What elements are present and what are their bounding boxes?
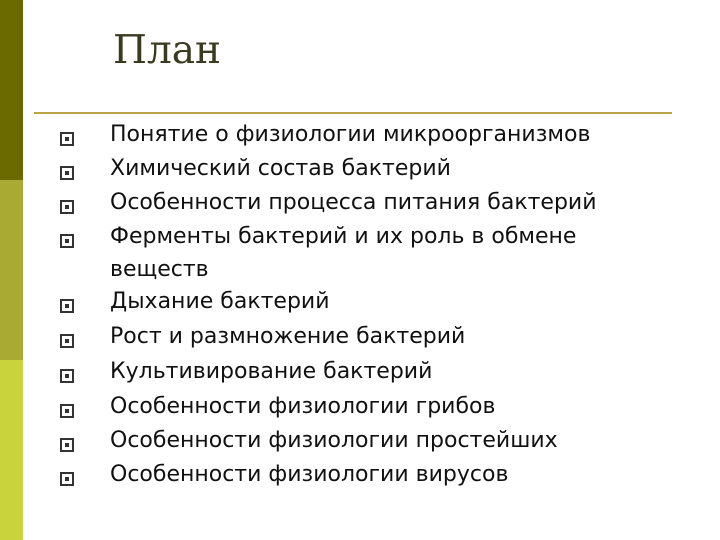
square-bullet-icon [60,404,74,418]
plan-item-text: Особенности физиологии вирусов [110,462,509,487]
plan-item-text: Ферменты бактерий и их роль в обмене веществ [110,224,577,282]
square-bullet-icon [60,438,74,452]
plan-item-text: Дыхание бактерий [110,289,330,314]
slide-title: План [113,28,222,73]
square-bullet-icon [60,200,74,214]
side-bar-top-segment [0,0,23,180]
square-bullet-icon [60,334,74,348]
plan-item-text: Химический состав бактерий [110,156,451,181]
plan-item-text: Особенности физиологии простейших [110,428,558,453]
plan-item-text: Культивирование бактерий [110,359,433,384]
title-underline [34,112,672,114]
plan-item-text: Понятие о физиологии микроорганизмов [110,122,591,147]
square-bullet-icon [60,166,74,180]
square-bullet-icon [60,472,74,486]
square-bullet-icon [60,234,74,248]
side-bar-bottom-segment [0,360,23,540]
decorative-side-bar [0,0,23,540]
side-bar-middle-segment [0,180,23,360]
square-bullet-icon [60,299,74,313]
plan-item-text: Рост и размножение бактерий [110,324,466,349]
plan-item-text: Особенности физиологии грибов [110,394,496,419]
square-bullet-icon [60,132,74,146]
square-bullet-icon [60,369,74,383]
plan-item-text: Особенности процесса питания бактерий [110,190,597,215]
